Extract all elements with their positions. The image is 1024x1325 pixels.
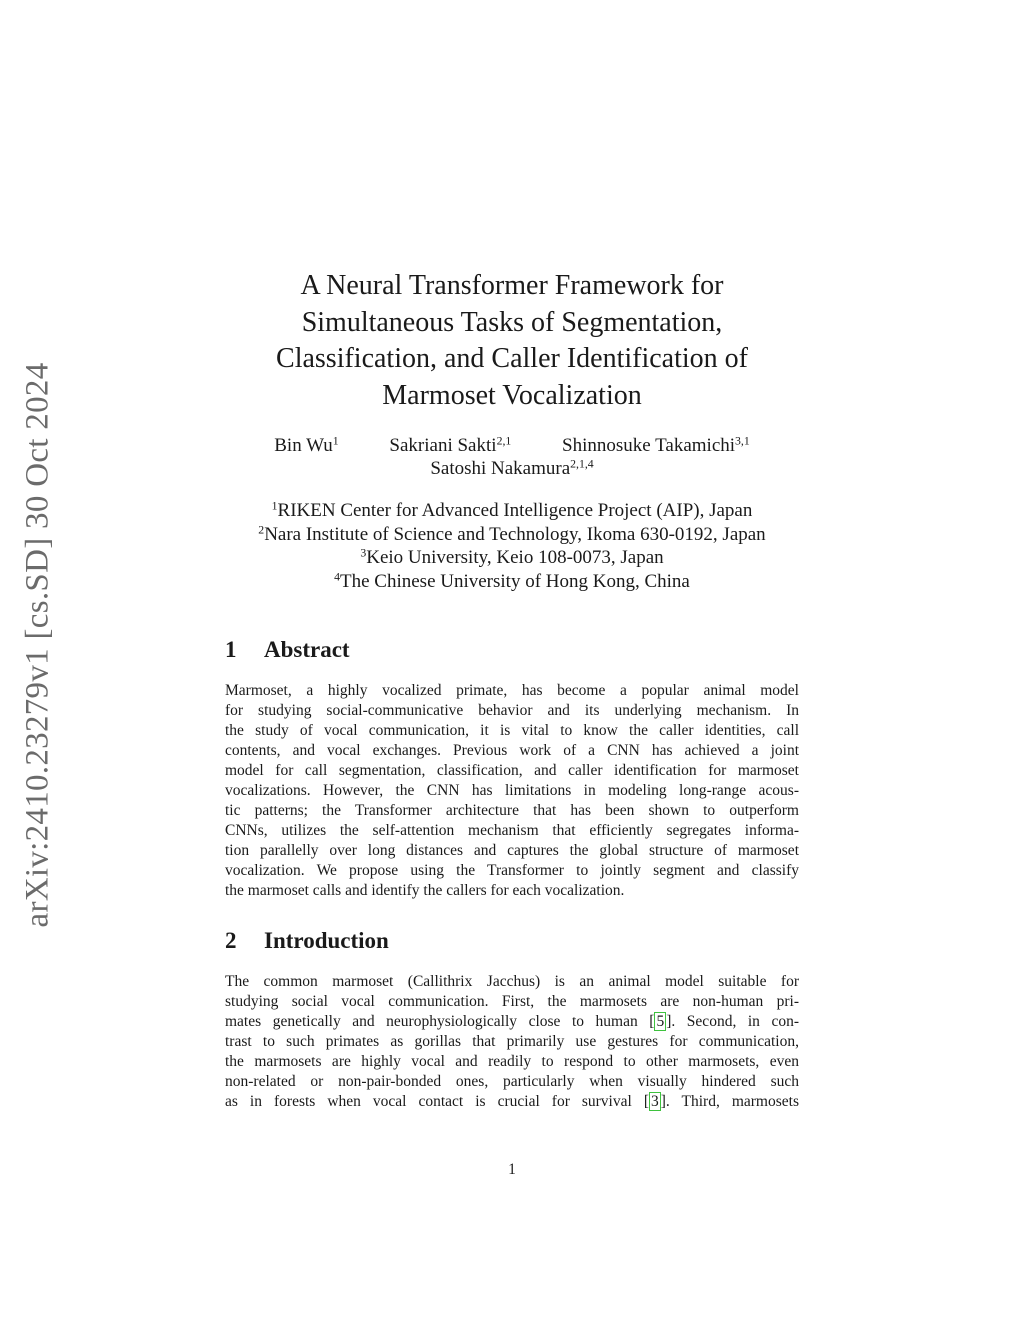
abstract-body (225, 681, 799, 901)
text-line: vocalization. We propose using the Transformer to jointly segment and classify (225, 862, 799, 879)
text-line: as in forests when vocal contact is crucial for survival [ 3 ]. Third, marmosets (225, 1093, 799, 1110)
author-affil-sup: 2,1,4 (570, 457, 594, 471)
title-line: Simultaneous Tasks of Segmentation, (301, 306, 723, 338)
text-line: mates genetically and neurophysiologically close to human [ 5 ]. Second, in con- (225, 1013, 799, 1030)
text-line: for studying social-communicative behavior and its underlying mechanism. In (225, 702, 799, 719)
author (430, 457, 593, 480)
author-affil-sup: 1 (332, 434, 339, 448)
affiliation-text: The Chinese University of Hong Kong, China (340, 570, 690, 592)
section-title: Abstract (264, 637, 350, 662)
section-heading-abstract (225, 637, 350, 663)
affiliation-text: Keio University, Keio 108-0073, Japan (366, 547, 664, 568)
author (274, 434, 338, 457)
author-name: Shinnosuke Takamichi (562, 435, 736, 456)
citation-link[interactable]: 3 (650, 1093, 659, 1110)
affiliation-sup: 3 (360, 546, 367, 560)
author-affil-sup: 2,1 (496, 434, 512, 448)
author-name: Satoshi Nakamura (430, 458, 571, 479)
affiliation-sup: 2 (258, 523, 265, 537)
text-line: CNNs, utilizes the self-attention mechanism that efficiently segregates informa- (225, 822, 799, 839)
text-line: studying social vocal communication. First, the marmosets are non-human pri- (225, 993, 799, 1010)
affiliation (0, 523, 1024, 547)
text-line: trast to such primates as gorillas that primarily use gestures for communication, (225, 1033, 799, 1050)
title-line: Classification, and Caller Identification of (276, 343, 748, 374)
affiliation (0, 570, 1024, 594)
author-list (0, 434, 1024, 480)
text-line: tic patterns; the Transformer architecture that has been shown to outperform (225, 802, 799, 819)
text-line: the marmosets are highly vocal and readily to respond to other marmosets, even (225, 1053, 799, 1070)
citation-link[interactable]: 5 (656, 1013, 665, 1030)
text-line: The common marmoset (Callithrix Jacchus) is an animal model suitable for (225, 973, 799, 990)
affiliation (0, 499, 1024, 523)
text-line: model for call segmentation, classification, and caller identification for marmoset (225, 762, 799, 779)
text-line: non-related or non-pair-bonded ones, particularly when visually hindered such (225, 1073, 799, 1090)
affiliation-text: Nara Institute of Science and Technology, Ikoma 630-0192, Japan (264, 523, 766, 545)
text-segment: . Second, in con- (671, 1013, 799, 1030)
section-number: 1 (225, 637, 237, 662)
author (562, 434, 750, 457)
section-title: Introduction (264, 928, 389, 953)
author-name: Bin Wu (274, 435, 333, 456)
author-name: Sakriani Sakti (389, 435, 497, 456)
author (389, 434, 511, 457)
affiliation-text: RIKEN Center for Advanced Intelligence Project (AIP), Japan (277, 500, 753, 521)
affiliation (0, 546, 1024, 570)
text-segment: . Third, marmosets (665, 1093, 799, 1110)
text-line: tion parallelly over long distances and captures the global structure of marmoset (225, 842, 799, 859)
affiliation-sup: 4 (334, 570, 340, 584)
text-line: vocalizations. However, the CNN has limitations in modeling long-range acous- (225, 782, 799, 799)
text-line: Marmoset, a highly vocalized primate, has become a popular animal model (225, 682, 799, 699)
text-segment: mates genetically and neurophysiologically close to human (225, 1013, 650, 1030)
affiliation-sup: 1 (271, 499, 278, 513)
affiliation-list (0, 499, 1024, 593)
introduction-body (225, 972, 799, 1112)
text-line: the study of vocal communication, it is vital to know the caller identities, call (225, 722, 799, 739)
text-line: contents, and vocal exchanges. Previous work of a CNN has achieved a joint (225, 742, 799, 759)
text-line: the marmoset calls and identify the callers for each vocalization. (225, 882, 625, 899)
section-heading-introduction (225, 928, 389, 954)
title-line: A Neural Transformer Framework for (300, 270, 724, 301)
author-affil-sup: 3,1 (735, 434, 750, 448)
arxiv-side-stamp: arXiv:2410.23279v1 [cs.SD] 30 Oct 2024 (19, 362, 56, 928)
section-number: 2 (225, 928, 237, 953)
author-row (0, 434, 1024, 457)
title-line: Marmoset Vocalization (382, 379, 642, 411)
page-number: 1 (508, 1161, 516, 1178)
text-segment: as in forests when vocal contact is crucial for survival (225, 1093, 644, 1110)
author-row (0, 457, 1024, 480)
paper-title (0, 268, 1024, 414)
